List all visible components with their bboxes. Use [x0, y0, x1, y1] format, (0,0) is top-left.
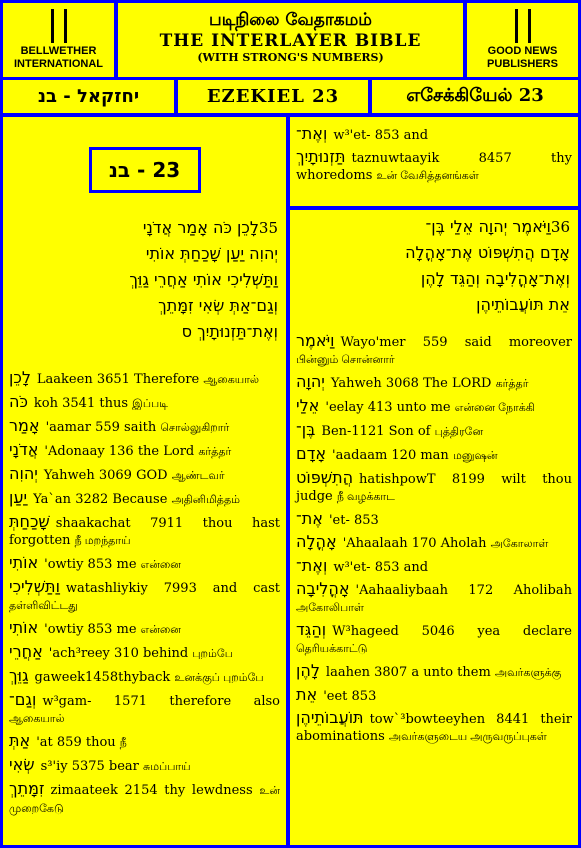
chapter-label: 23 - בנ: [108, 158, 181, 182]
chapter-box: [89, 147, 201, 193]
hebrew-word: וְאֶת־: [296, 556, 328, 575]
hebrew-word: תּוֹעֲבוֹתֵיהֶן: [296, 708, 364, 727]
header-hebrew: יחזקאל - בנ: [3, 80, 174, 113]
verse-line: [298, 292, 570, 318]
word-entry: [290, 660, 578, 684]
good-news-logo: [467, 3, 578, 77]
verse-line: [11, 241, 278, 267]
title-main: THE INTERLAYER BIBLE: [159, 31, 422, 51]
tamil-gloss: நீ வழக்காட: [336, 491, 395, 503]
hebrew-word: וְאֶת־: [296, 124, 328, 143]
verse-line: [11, 267, 278, 293]
word-entry: [3, 367, 286, 391]
transliteration: w³gam- 1571 therefore also: [42, 694, 280, 709]
hebrew-word: אוֹתִי: [9, 553, 39, 572]
tamil-gloss: தெரியக்காட்டு: [296, 643, 368, 655]
tamil-gloss: அவர்களுடைய அருவருப்புகள்: [388, 731, 547, 743]
hebrew-verse-text: וַיֹּאמֶר יְהוָה אֵלַי בֶּן־: [425, 217, 551, 236]
tamil-gloss: அகோலாள்: [490, 538, 549, 550]
transliteration: Yahweh 3069 GOD: [43, 468, 172, 483]
tamil-gloss: என்னை நோக்கி: [454, 402, 535, 414]
word-entry: [290, 508, 578, 531]
transliteration: Wayo'mer 559 said moreover: [340, 335, 572, 350]
hebrew-word: אַתְּ: [9, 731, 31, 750]
logo-left-line1: BELLWETHER: [20, 45, 97, 57]
word-entry: [290, 371, 578, 395]
hebrew-word: אָהֳלִיבָה: [296, 579, 350, 598]
tamil-gloss: சொல்லுகிறார்: [160, 422, 230, 434]
transliteration: Laakeen 3651 Therefore: [36, 372, 204, 387]
left-column: [3, 117, 286, 845]
verse-36: [290, 214, 578, 318]
transliteration: 'eet 853: [323, 689, 377, 704]
word-entry: [3, 641, 286, 665]
tamil-gloss: புத்திரனே: [434, 426, 484, 438]
tamil-gloss: அவர்களுக்கு: [494, 667, 562, 679]
right-top-box: [290, 117, 578, 206]
word-entry: [290, 684, 578, 707]
hebrew-word: יְהוִה: [9, 464, 38, 483]
hebrew-word: שְׂאִי: [9, 755, 35, 774]
word-entry: [290, 707, 578, 748]
hebrew-verse-text: אָדָם הֲתִשְׁפּוֹט אֶת־אָהֳלָה: [405, 243, 570, 262]
hebrew-word: וְהַגֵּד: [296, 620, 327, 639]
verse-number: 36: [550, 218, 570, 236]
transliteration: 'Ahaalaah 170 Aholah: [342, 536, 491, 551]
word-entry: [3, 391, 286, 415]
verse-number: 35: [258, 219, 278, 237]
title-tamil: படிநிலை வேதாகமம்: [209, 10, 372, 30]
word-entry: [3, 778, 286, 820]
hebrew-word: אֶת־: [296, 509, 323, 528]
transliteration: koh 3541 thus: [33, 396, 133, 411]
transliteration: 'Adonaay 136 the Lord: [44, 444, 199, 459]
verse-35-text: [3, 215, 286, 345]
header-tamil: எசேக்கியேல் 23: [372, 80, 578, 113]
transliteration: 'eelay 413 unto me: [325, 400, 455, 415]
hebrew-word: אוֹתִי: [9, 618, 39, 637]
tamil-gloss: அகோலிபாள்: [296, 602, 364, 614]
word-entry: [290, 146, 578, 187]
tamil-gloss: என்னை: [140, 559, 181, 571]
transliteration: zimaateek 2154 thy lewdness: [50, 783, 260, 798]
hebrew-verse-text: וַתַּשְׁלִיכִי אוֹתִי אַחֲרֵי גַוֵּךְ: [129, 270, 278, 289]
left-word-list: [3, 367, 286, 820]
tamil-gloss: கர்த்தர்: [495, 378, 529, 390]
verse-line: [11, 215, 278, 241]
right-top-word-list: [290, 117, 578, 187]
word-entry: [290, 330, 578, 371]
hebrew-verse-text: יְהוִה יַעַן שָׁכַחַתְּ אוֹתִי: [145, 244, 278, 263]
hebrew-verse-text: וְאֶת־תַּזְנוּתָיִךְ ס: [181, 322, 278, 341]
hebrew-word: וְגַם־: [9, 690, 37, 709]
tamil-gloss: உன் முறைகேடு: [9, 785, 280, 815]
logo-figure-icon: [515, 9, 531, 43]
hebrew-word: וַיֹּאמֶר: [296, 331, 335, 350]
tamil-gloss: ஆண்டவர்: [171, 470, 225, 482]
transliteration: hatishpowT 8199 wilt thou judge: [296, 472, 572, 504]
transliteration: gaweek1458thyback: [34, 670, 175, 685]
transliteration: Ben-1121 Son of: [321, 424, 435, 439]
header-english: EZEKIEL 23: [178, 80, 368, 113]
logo-right-line1: GOOD NEWS: [487, 45, 558, 57]
tamil-gloss: கர்த்தர்: [198, 446, 232, 458]
verse-36-text: [290, 214, 578, 318]
word-entry: [3, 511, 286, 552]
hebrew-word: יַעַן: [9, 488, 28, 507]
transliteration: 'at 859 thou: [36, 735, 120, 750]
verse-line: [298, 214, 570, 240]
hebrew-word: אָמַר: [9, 416, 40, 435]
word-entry: [3, 689, 286, 730]
bellwether-logo: [3, 3, 114, 77]
tamil-gloss: நீ மறந்தாய்: [74, 535, 131, 547]
transliteration: 'aamar 559 saith: [45, 420, 161, 435]
transliteration: taznuwtaayik 8457 thy whoredoms: [296, 151, 572, 183]
title-box: [118, 3, 463, 77]
word-entry: [3, 617, 286, 641]
hebrew-word: לָהֶן: [296, 661, 320, 680]
word-entry: [3, 754, 286, 778]
transliteration: W³hageed 5046 yea declare: [332, 624, 572, 639]
transliteration: 'owtiy 853 me: [44, 557, 141, 572]
hebrew-word: זִמָּתֵךְ: [9, 779, 45, 798]
logo-bars-icon: [51, 9, 67, 43]
tamil-gloss: நீ: [119, 737, 127, 749]
hebrew-word: אֵת: [296, 685, 318, 704]
hebrew-word: אַחֲרֵי: [9, 642, 43, 661]
logo-right-line2: PUBLISHERS: [487, 58, 558, 70]
verse-35: [3, 215, 286, 345]
word-entry: [3, 463, 286, 487]
word-entry: [3, 576, 286, 617]
logo-left-line2: INTERNATIONAL: [13, 58, 103, 70]
hebrew-word: הֲתִשְׁפּוֹט: [296, 468, 354, 487]
tamil-gloss: அதினிமித்தம்: [171, 494, 240, 506]
verse-line: [11, 293, 278, 319]
transliteration: Yahweh 3068 The LORD: [330, 376, 496, 391]
transliteration: watashliykiy 7993 and cast: [65, 581, 280, 596]
hebrew-word: וַתַּשְׁלִיכִי: [9, 577, 60, 596]
transliteration: 'Aahaaliybaah 172 Aholibah: [355, 583, 572, 598]
transliteration: 'ach³reey 310 behind: [48, 646, 193, 661]
verse-line: [11, 319, 278, 345]
transliteration: Ya`an 3282 Because: [33, 492, 172, 507]
word-entry: [3, 439, 286, 463]
hebrew-word: יְהוָה: [296, 372, 325, 391]
hebrew-word: אָהֳלָה: [296, 532, 337, 551]
right-word-list: [290, 330, 578, 748]
title-sub: (WITH STRONG'S NUMBERS): [197, 51, 384, 64]
tamil-gloss: இப்படி: [132, 398, 168, 410]
tamil-gloss: ஆகையால்: [9, 713, 65, 725]
transliteration: tow`³bowteeyhen 8441 their abominations: [296, 712, 572, 744]
word-entry: [290, 578, 578, 619]
right-column: [290, 210, 578, 845]
hebrew-verse-text: וְאֶת־אָהֳלִיבָה וְהַגֵּד לָהֶן: [420, 269, 570, 288]
tamil-gloss: புறம்பே: [192, 648, 233, 660]
tamil-gloss: தள்ளிவிட்டது: [9, 600, 78, 612]
word-entry: [290, 467, 578, 508]
word-entry: [290, 555, 578, 578]
verse-line: [298, 266, 570, 292]
word-entry: [3, 665, 286, 689]
transliteration: w³'et- 853 and: [333, 560, 429, 575]
word-entry: [3, 730, 286, 754]
word-entry: [290, 419, 578, 443]
hebrew-word: אֲדֹנָי: [9, 440, 39, 459]
hebrew-word: לָכֵן: [9, 368, 31, 387]
tamil-gloss: உன் வேசித்தனங்கள்: [376, 170, 479, 182]
hebrew-word: שָׁכַחַתְּ: [9, 512, 50, 531]
verse-line: [298, 240, 570, 266]
tamil-gloss: சுமப்பாய்: [143, 761, 191, 773]
hebrew-verse-text: וְגַם־אַתְּ שְׂאִי זִמָּתֵךְ: [158, 296, 278, 315]
transliteration: 'aadaam 120 man: [332, 448, 453, 463]
transliteration: 'et- 853: [328, 513, 379, 528]
word-entry: [290, 531, 578, 555]
transliteration: laahen 3807 a unto them: [325, 665, 495, 680]
tamil-gloss: உனக்குப் புறம்பே: [174, 672, 264, 684]
word-entry: [290, 395, 578, 419]
hebrew-word: כֹּה: [9, 392, 28, 411]
word-entry: [3, 487, 286, 511]
tamil-gloss: மனுஷன்: [452, 450, 498, 462]
hebrew-verse-text: אֵת תּוֹעֲבוֹתֵיהֶן: [476, 295, 570, 314]
transliteration: shaakachat 7911 thou hast forgotten: [9, 516, 280, 548]
word-entry: [3, 415, 286, 439]
hebrew-word: אָדָם: [296, 444, 327, 463]
word-entry: [290, 443, 578, 467]
transliteration: 'owtiy 853 me: [44, 622, 141, 637]
transliteration: w³'et- 853 and: [333, 128, 429, 143]
hebrew-word: תַּזְנוּתָיִךְ: [296, 147, 346, 166]
tamil-gloss: ஆகையால்: [203, 374, 260, 386]
word-entry: [290, 123, 578, 146]
word-entry: [290, 619, 578, 660]
hebrew-verse-text: לָכֵן כֹּה אָמַר אֲדֹנָי: [142, 218, 259, 237]
transliteration: s³'iy 5375 bear: [40, 759, 144, 774]
tamil-gloss: என்னை: [140, 624, 181, 636]
word-entry: [3, 552, 286, 576]
hebrew-word: אֵלַי: [296, 396, 320, 415]
hebrew-word: בֶּן־: [296, 420, 316, 439]
tamil-gloss: பின்னும் சொன்னார்: [296, 354, 395, 366]
hebrew-word: גַוֵּךְ: [9, 666, 29, 685]
